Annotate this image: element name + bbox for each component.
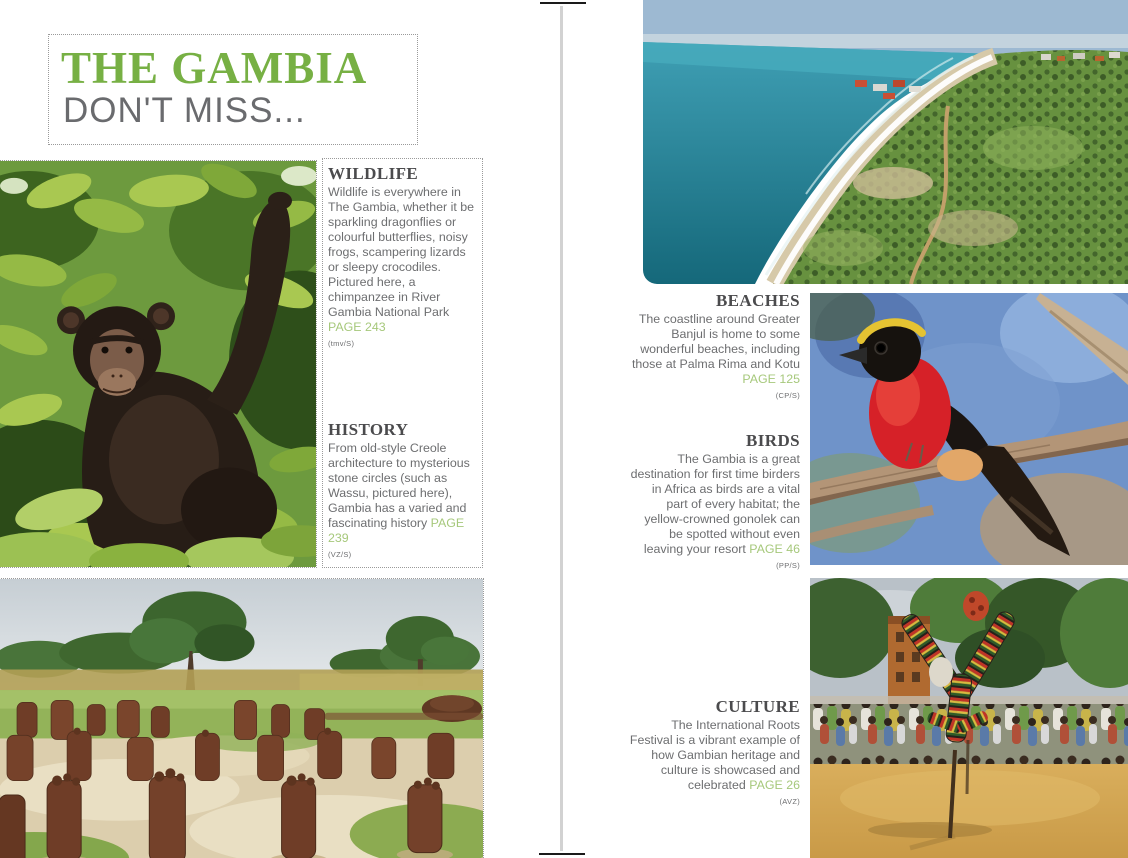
title-box [48,34,418,145]
birds-page-ref: PAGE 46 [749,542,800,556]
wildlife-credit: (tmv/S) [328,339,355,348]
section-history [328,420,478,561]
wildlife-heading: WILDLIFE [328,164,419,183]
page-title: THE GAMBIA [61,43,368,93]
culture-text: The International Roots Festival is a vibrant example of how Gambian heritage and culture is showcased and celebrated [629,718,800,792]
stone-circles-photo [0,578,484,858]
wildlife-body [328,185,478,350]
birds-credit: (PP/S) [776,561,800,570]
left-text-column [322,158,483,568]
festival-photo [810,578,1128,858]
crop-mark-top [540,2,586,4]
history-body [328,441,478,561]
chimpanzee-photo [0,160,317,568]
history-text: From old-style Creole architecture to mysterious stone circles (such as Wassu, pictured here), Gambia has a varied and fascinating history [328,441,470,530]
history-heading: HISTORY [328,420,409,439]
section-wildlife [328,164,478,350]
section-beaches [628,291,800,402]
history-page-ref: PAGE 239 [328,516,465,545]
beaches-page-ref: PAGE 125 [742,372,800,386]
beaches-credit: (CP/S) [775,391,800,400]
beach-photo [643,0,1128,284]
beaches-text: The coastline around Greater Banjul is home to some wonderful beaches, including those at Palma Rima and Kotu [631,312,800,371]
chimpanzee-illustration [0,161,316,567]
section-birds [628,431,800,572]
history-credit: (VZ/S) [328,550,352,559]
birds-text: The Gambia is a great destination for first time birders in Africa as birds are a vital part of every habitat; the yellow-crowned gonolek can be spotted without even leaving your resort [630,452,800,556]
page-divider-line [560,6,563,851]
wildlife-page-ref: PAGE 243 [328,320,386,334]
page-subtitle: DON'T MISS... [63,91,306,130]
stone-circles-illustration [0,579,483,858]
birds-heading: BIRDS [746,431,800,450]
wildlife-text: Wildlife is everywhere in The Gambia, whether it be sparkling dragonflies or colourful butterflies, noisy frogs, scampering lizards or sleepy crocodiles. Pictured here, a chimpanzee in River Gambia National Park [328,185,475,319]
culture-page-ref: PAGE 26 [749,778,800,792]
beaches-body [628,312,800,402]
festival-illustration [810,578,1128,858]
culture-body [628,718,800,808]
birds-body [628,452,800,572]
culture-heading: CULTURE [715,697,800,716]
section-culture [628,697,800,808]
crop-mark-bottom [539,853,585,855]
beach-illustration [643,0,1128,284]
culture-credit: (AVZ) [779,797,800,806]
beaches-heading: BEACHES [715,291,800,310]
gonolek-illustration [810,293,1128,565]
gonolek-photo [810,293,1128,565]
